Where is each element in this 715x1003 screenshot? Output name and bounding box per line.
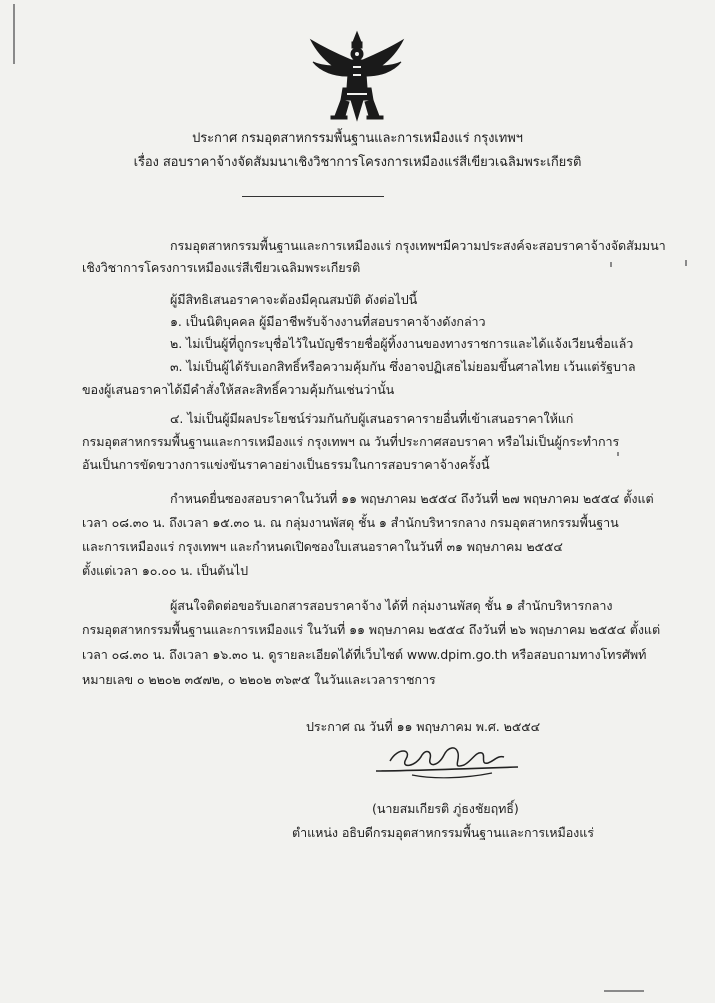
signer-name: (นายสมเกียรติ ภู่ธงชัยฤทธิ์) <box>372 801 519 816</box>
contact-line-4: หมายเลข ๐ ๒๒๐๒ ๓๕๗๒, ๐ ๒๒๐๒ ๓๖๙๕ ในวันและเวลาราชการ <box>82 672 436 687</box>
intro-line-2: เชิงวิชาการโครงการเหมืองแร่สีเขียวเฉลิมพระเกียรติ <box>82 260 361 275</box>
intro-line-1: กรมอุตสาหกรรมพื้นฐานและการเหมืองแร่ กรุงเทพฯมีความประสงค์จะสอบราคาจ้างจัดสัมมนา <box>170 238 666 253</box>
announcement-title: ประกาศ กรมอุตสาหกรรมพื้นฐานและการเหมืองแร่ กรุงเทพฯ <box>192 131 523 146</box>
announcement-subject: เรื่อง สอบราคาจ้างจัดสัมมนาเชิงวิชาการโครงการเหมืองแร่สีเขียวเฉลิมพระเกียรติ <box>133 155 582 170</box>
contact-line-2: กรมอุตสาหกรรมพื้นฐานและการเหมืองแร่ ในวันที่ ๑๑ พฤษภาคม ๒๕๕๔ ถึงวันที่ ๒๖ พฤษภาคม ๒๕๕๔ ตั้งแต่ <box>82 622 661 637</box>
qualification-item-1: ๑. เป็นนิติบุคคล ผู้มีอาชีพรับจ้างงานที่สอบราคาจ้างดังกล่าว <box>170 314 486 329</box>
scan-speck <box>617 452 619 456</box>
schedule-line-3: และการเหมืองแร่ กรุงเทพฯ และกำหนดเปิดซองใบเสนอราคาในวันที่ ๓๑ พฤษภาคม ๒๕๕๔ <box>82 539 563 554</box>
qualifications-title: ผู้มีสิทธิเสนอราคาจะต้องมีคุณสมบัติ ดังต่อไปนี้ <box>170 292 418 307</box>
qualification-item-4-line-1: ๔. ไม่เป็นผู้มีผลประโยชน์ร่วมกันกับผู้เสนอราคารายอื่นที่เข้าเสนอราคาให้แก่ <box>170 411 574 426</box>
signature-icon <box>372 737 522 785</box>
schedule-line-4: ตั้งแต่เวลา ๑๐.๐๐ น. เป็นต้นไป <box>82 563 248 578</box>
qualification-item-4-line-2: กรมอุตสาหกรรมพื้นฐานและการเหมืองแร่ กรุงเทพฯ ณ วันที่ประกาศสอบราคา หรือไม่เป็นผู้กระทำการ <box>82 434 620 449</box>
qualification-item-3-line-1: ๓. ไม่เป็นผู้ได้รับเอกสิทธิ์หรือความคุ้มกัน ซึ่งอาจปฏิเสธไม่ยอมขึ้นศาลไทย เว้นแต่รัฐบาล <box>170 359 636 374</box>
schedule-line-1: กำหนดยื่นซองสอบราคาในวันที่ ๑๑ พฤษภาคม ๒๕๕๔ ถึงวันที่ ๒๗ พฤษภาคม ๒๕๕๔ ตั้งแต่ <box>170 491 654 506</box>
scan-speck <box>604 990 644 992</box>
contact-line-1: ผู้สนใจติดต่อขอรับเอกสารสอบราคาจ้าง ได้ที่ กลุ่มงานพัสดุ ชั้น ๑ สำนักบริหารกลาง <box>170 598 613 613</box>
qualification-item-3-line-2: ของผู้เสนอราคาได้มีคำสั่งให้สละสิทธิ์ความคุ้มกันเช่นว่านั้น <box>82 382 395 397</box>
header-divider <box>242 196 384 197</box>
contact-line-3: เวลา ๐๘.๓๐ น. ถึงเวลา ๑๖.๓๐ น. ดูรายละเอียดได้ที่เว็บไซต์ www.dpim.go.th หรือสอบถามทางโทรศัพท์ <box>82 647 647 662</box>
qualification-item-4-line-3: อันเป็นการขัดขวางการแข่งขันราคาอย่างเป็นธรรมในการสอบราคาจ้างครั้งนี้ <box>82 457 490 472</box>
scan-speck <box>610 262 612 267</box>
garuda-emblem-icon <box>307 30 407 122</box>
signer-position: ตำแหน่ง อธิบดีกรมอุตสาหกรรมพื้นฐานและการเหมืองแร่ <box>292 825 594 840</box>
schedule-line-2: เวลา ๐๘.๓๐ น. ถึงเวลา ๑๕.๓๐ น. ณ กลุ่มงานพัสดุ ชั้น ๑ สำนักบริหารกลาง กรมอุตสาหกรรมพื้นฐาน <box>82 515 619 530</box>
qualification-item-2: ๒. ไม่เป็นผู้ที่ถูกระบุชื่อไว้ในบัญชีรายชื่อผู้ทิ้งงานของทางราชการและได้แจ้งเวียนชื่อแล้ว <box>170 336 634 351</box>
scan-mark <box>13 4 15 64</box>
scan-speck <box>685 260 687 266</box>
announce-date: ประกาศ ณ วันที่ ๑๑ พฤษภาคม พ.ศ. ๒๕๕๔ <box>306 719 541 734</box>
